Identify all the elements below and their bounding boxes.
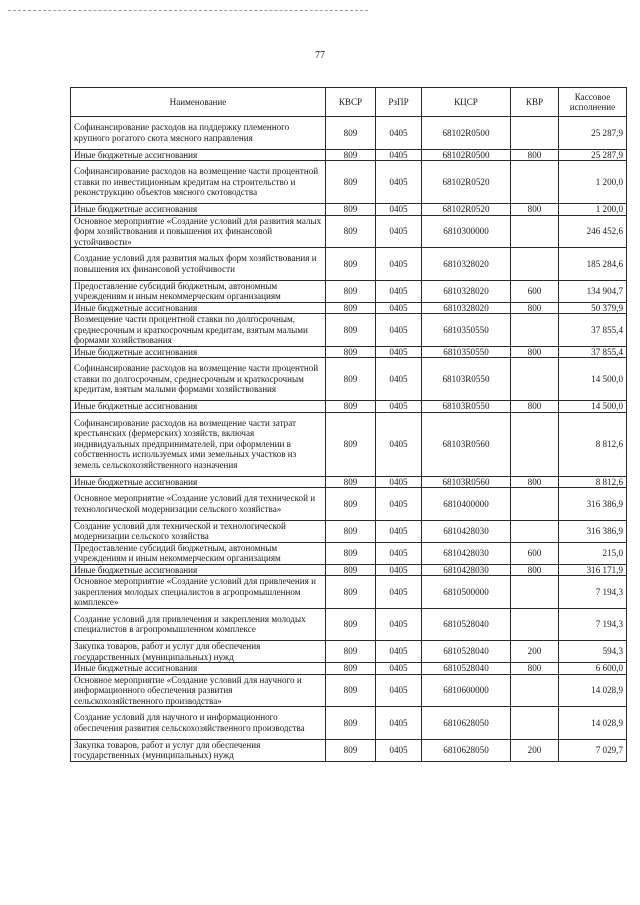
cell-name: Иные бюджетные ассигнования xyxy=(71,149,326,161)
cell-sum: 1 200,0 xyxy=(559,204,627,216)
cell-kcsr: 6810600000 xyxy=(422,674,511,707)
cell-rzpr: 0405 xyxy=(376,542,422,564)
cell-rzpr: 0405 xyxy=(376,488,422,521)
cell-name: Софинансирование расходов на поддержку племенного крупного рогатого скота мясного направления xyxy=(71,117,326,150)
cell-kvr xyxy=(511,248,559,281)
cell-kcsr: 6810350550 xyxy=(422,314,511,347)
table-row xyxy=(71,564,627,576)
table-row xyxy=(71,117,627,150)
cell-rzpr: 0405 xyxy=(376,248,422,281)
cell-kvsr: 809 xyxy=(326,215,376,248)
cell-sum: 316 386,9 xyxy=(559,488,627,521)
cell-kcsr: 68102R0500 xyxy=(422,117,511,150)
cell-kvsr: 809 xyxy=(326,608,376,641)
cell-sum: 594,3 xyxy=(559,641,627,663)
cell-rzpr: 0405 xyxy=(376,204,422,216)
cell-kvr: 800 xyxy=(511,476,559,488)
table-body xyxy=(71,117,627,762)
cell-kvr: 800 xyxy=(511,663,559,675)
cell-name: Иные бюджетные ассигнования xyxy=(71,204,326,216)
cell-kvr xyxy=(511,215,559,248)
table-row xyxy=(71,476,627,488)
cell-name: Иные бюджетные ассигнования xyxy=(71,663,326,675)
cell-name: Основное мероприятие «Создание условий для технической и технологической модернизации сельского хозяйства» xyxy=(71,488,326,521)
cell-sum: 25 287,9 xyxy=(559,117,627,150)
table-row xyxy=(71,739,627,761)
table-row xyxy=(71,641,627,663)
cell-kcsr: 68103R0560 xyxy=(422,476,511,488)
cell-rzpr: 0405 xyxy=(376,641,422,663)
table-row xyxy=(71,663,627,675)
table-row xyxy=(71,161,627,204)
cell-kvsr: 809 xyxy=(326,346,376,358)
cell-rzpr: 0405 xyxy=(376,707,422,740)
cell-kvsr: 809 xyxy=(326,739,376,761)
table-header-row xyxy=(71,88,627,117)
cell-kvr: 800 xyxy=(511,564,559,576)
cell-kcsr: 6810528040 xyxy=(422,663,511,675)
cell-kcsr: 68102R0520 xyxy=(422,161,511,204)
table-row xyxy=(71,674,627,707)
cell-rzpr: 0405 xyxy=(376,215,422,248)
cell-sum: 50 379,9 xyxy=(559,302,627,314)
table-row xyxy=(71,302,627,314)
cell-kcsr: 68103R0560 xyxy=(422,412,511,476)
cell-name: Софинансирование расходов на возмещение части процентной ставки по инвестиционным кредитам на строительство и реконструкцию объектов мясного скотоводства xyxy=(71,161,326,204)
cell-kcsr: 6810428030 xyxy=(422,520,511,542)
cell-kcsr: 6810400000 xyxy=(422,488,511,521)
cell-kcsr: 6810350550 xyxy=(422,346,511,358)
cell-kvr: 800 xyxy=(511,346,559,358)
cell-kcsr: 68102R0500 xyxy=(422,149,511,161)
cell-rzpr: 0405 xyxy=(376,608,422,641)
cell-name: Софинансирование расходов на возмещение части процентной ставки по долгосрочным, среднесрочным и краткосрочным кредитам, взятым малыми формами хозяйствования xyxy=(71,358,326,401)
cell-kcsr: 6810328020 xyxy=(422,302,511,314)
cell-kvsr: 809 xyxy=(326,117,376,150)
cell-kvr xyxy=(511,358,559,401)
cell-name: Предоставление субсидий бюджетным, автономным учреждениям и иным некоммерческим организациям xyxy=(71,280,326,302)
cell-kvr: 800 xyxy=(511,204,559,216)
cell-kvsr: 809 xyxy=(326,314,376,347)
cell-name: Основное мероприятие «Создание условий для научного и информационного обеспечения развития сельскохозяйственного производства» xyxy=(71,674,326,707)
cell-kcsr: 6810328020 xyxy=(422,248,511,281)
cell-name: Иные бюджетные ассигнования xyxy=(71,346,326,358)
cell-kvr xyxy=(511,314,559,347)
table-row xyxy=(71,149,627,161)
cell-kvsr: 809 xyxy=(326,488,376,521)
cell-kvr xyxy=(511,576,559,609)
table-row xyxy=(71,488,627,521)
cell-kvr xyxy=(511,707,559,740)
cell-kvr xyxy=(511,674,559,707)
header-kvsr: КВСР xyxy=(326,88,376,117)
cell-kvr: 600 xyxy=(511,280,559,302)
cell-kvsr: 809 xyxy=(326,564,376,576)
top-rule xyxy=(8,10,368,11)
cell-rzpr: 0405 xyxy=(376,520,422,542)
table-row xyxy=(71,314,627,347)
cell-sum: 37 855,4 xyxy=(559,314,627,347)
cell-rzpr: 0405 xyxy=(376,674,422,707)
cell-kvsr: 809 xyxy=(326,641,376,663)
cell-rzpr: 0405 xyxy=(376,149,422,161)
cell-kvsr: 809 xyxy=(326,280,376,302)
cell-name: Основное мероприятие «Создание условий для привлечения и закрепления молодых специалистов в агропромышленном комплексе» xyxy=(71,576,326,609)
cell-kvr: 200 xyxy=(511,739,559,761)
header-kvr: КВР xyxy=(511,88,559,117)
cell-name: Закупка товаров, работ и услуг для обеспечения государственных (муниципальных) нужд xyxy=(71,641,326,663)
cell-sum: 37 855,4 xyxy=(559,346,627,358)
page-number: 77 xyxy=(315,50,325,61)
table-row xyxy=(71,248,627,281)
cell-kcsr: 6810528040 xyxy=(422,641,511,663)
cell-name: Иные бюджетные ассигнования xyxy=(71,302,326,314)
header-rzpr: РзПР xyxy=(376,88,422,117)
cell-kvsr: 809 xyxy=(326,358,376,401)
cell-kvr xyxy=(511,412,559,476)
cell-rzpr: 0405 xyxy=(376,739,422,761)
cell-sum: 7 194,3 xyxy=(559,576,627,609)
cell-name: Иные бюджетные ассигнования xyxy=(71,476,326,488)
cell-sum: 185 284,6 xyxy=(559,248,627,281)
cell-rzpr: 0405 xyxy=(376,302,422,314)
cell-kcsr: 68102R0520 xyxy=(422,204,511,216)
table-row xyxy=(71,707,627,740)
cell-kvr xyxy=(511,117,559,150)
cell-name: Создание условий для научного и информационного обеспечения развития сельскохозяйственного производства xyxy=(71,707,326,740)
cell-kvsr: 809 xyxy=(326,520,376,542)
cell-kvsr: 809 xyxy=(326,302,376,314)
cell-kvr xyxy=(511,161,559,204)
table-row xyxy=(71,204,627,216)
cell-sum: 8 812,6 xyxy=(559,476,627,488)
table-row xyxy=(71,520,627,542)
cell-kvsr: 809 xyxy=(326,476,376,488)
cell-rzpr: 0405 xyxy=(376,576,422,609)
cell-sum: 215,0 xyxy=(559,542,627,564)
cell-name: Основное мероприятие «Создание условий для развития малых форм хозяйствования и повышения их финансовой устойчивости» xyxy=(71,215,326,248)
cell-name: Возмещение части процентной ставки по долгосрочным, среднесрочным и краткосрочным кредитам, взятым малыми формами хозяйствования xyxy=(71,314,326,347)
cell-name: Создание условий для развития малых форм хозяйствования и повышения их финансовой устойчивости xyxy=(71,248,326,281)
cell-kvsr: 809 xyxy=(326,663,376,675)
table-row xyxy=(71,280,627,302)
cell-kcsr: 6810328020 xyxy=(422,280,511,302)
header-sum: Кассовое исполнение xyxy=(559,88,627,117)
table-row xyxy=(71,346,627,358)
cell-rzpr: 0405 xyxy=(376,346,422,358)
cell-rzpr: 0405 xyxy=(376,280,422,302)
cell-kvr: 800 xyxy=(511,401,559,413)
cell-sum: 7 194,3 xyxy=(559,608,627,641)
cell-sum: 7 029,7 xyxy=(559,739,627,761)
cell-kcsr: 6810528040 xyxy=(422,608,511,641)
cell-kvsr: 809 xyxy=(326,412,376,476)
cell-sum: 134 904,7 xyxy=(559,280,627,302)
cell-name: Иные бюджетные ассигнования xyxy=(71,401,326,413)
budget-table xyxy=(70,87,627,762)
cell-kcsr: 6810428030 xyxy=(422,564,511,576)
cell-sum: 8 812,6 xyxy=(559,412,627,476)
cell-kvr: 600 xyxy=(511,542,559,564)
cell-sum: 14 500,0 xyxy=(559,358,627,401)
cell-name: Создание условий для технической и технологической модернизации сельского хозяйства xyxy=(71,520,326,542)
table-row xyxy=(71,412,627,476)
cell-kvsr: 809 xyxy=(326,542,376,564)
cell-kcsr: 68103R0550 xyxy=(422,401,511,413)
cell-kvr: 200 xyxy=(511,641,559,663)
cell-sum: 14 028,9 xyxy=(559,674,627,707)
cell-kcsr: 6810628050 xyxy=(422,739,511,761)
table-row xyxy=(71,401,627,413)
cell-kvr xyxy=(511,608,559,641)
cell-sum: 246 452,6 xyxy=(559,215,627,248)
cell-rzpr: 0405 xyxy=(376,314,422,347)
cell-sum: 14 028,9 xyxy=(559,707,627,740)
cell-rzpr: 0405 xyxy=(376,161,422,204)
cell-kvsr: 809 xyxy=(326,707,376,740)
cell-kvsr: 809 xyxy=(326,248,376,281)
cell-name: Закупка товаров, работ и услуг для обеспечения государственных (муниципальных) нужд xyxy=(71,739,326,761)
cell-kvr xyxy=(511,520,559,542)
cell-sum: 316 386,9 xyxy=(559,520,627,542)
cell-kcsr: 6810300000 xyxy=(422,215,511,248)
header-kcsr: КЦСР xyxy=(422,88,511,117)
cell-rzpr: 0405 xyxy=(376,358,422,401)
cell-kcsr: 6810628050 xyxy=(422,707,511,740)
cell-rzpr: 0405 xyxy=(376,412,422,476)
table-row xyxy=(71,358,627,401)
cell-kvsr: 809 xyxy=(326,149,376,161)
cell-sum: 316 171,9 xyxy=(559,564,627,576)
cell-rzpr: 0405 xyxy=(376,663,422,675)
cell-sum: 14 500,0 xyxy=(559,401,627,413)
cell-name: Предоставление субсидий бюджетным, автономным учреждениям и иным некоммерческим организациям xyxy=(71,542,326,564)
table-row xyxy=(71,542,627,564)
cell-kvsr: 809 xyxy=(326,161,376,204)
cell-kvr: 800 xyxy=(511,149,559,161)
cell-rzpr: 0405 xyxy=(376,476,422,488)
cell-kvsr: 809 xyxy=(326,674,376,707)
cell-kvr xyxy=(511,488,559,521)
cell-kcsr: 6810500000 xyxy=(422,576,511,609)
cell-kcsr: 6810428030 xyxy=(422,542,511,564)
cell-rzpr: 0405 xyxy=(376,401,422,413)
cell-sum: 1 200,0 xyxy=(559,161,627,204)
cell-rzpr: 0405 xyxy=(376,117,422,150)
cell-kvsr: 809 xyxy=(326,204,376,216)
cell-kvsr: 809 xyxy=(326,576,376,609)
cell-kcsr: 68103R0550 xyxy=(422,358,511,401)
cell-sum: 6 600,0 xyxy=(559,663,627,675)
table-row xyxy=(71,576,627,609)
cell-rzpr: 0405 xyxy=(376,564,422,576)
table-row xyxy=(71,608,627,641)
cell-name: Иные бюджетные ассигнования xyxy=(71,564,326,576)
cell-name: Создание условий для привлечения и закрепления молодых специалистов в агропромышленном комплексе xyxy=(71,608,326,641)
table-row xyxy=(71,215,627,248)
cell-name: Софинансирование расходов на возмещение части затрат крестьянских (фермерских) хозяйств, включая индивидуальных предпринимателей, при оформлении в собственность используемых ими земельных участков из земель сельскохозяйственного назначения xyxy=(71,412,326,476)
cell-kvsr: 809 xyxy=(326,401,376,413)
header-name: Наименование xyxy=(71,88,326,117)
cell-sum: 25 287,9 xyxy=(559,149,627,161)
cell-kvr: 800 xyxy=(511,302,559,314)
